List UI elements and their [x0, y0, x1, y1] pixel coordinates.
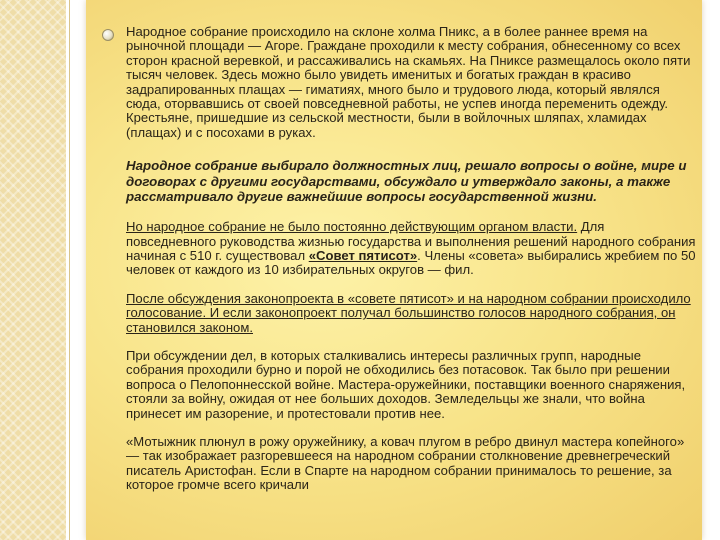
council-members-text: . Члены «совета» выбирались жребием по 50 человек от каждого из 10 избирательных округов — фил.: [126, 247, 696, 278]
decorative-line: [69, 0, 70, 540]
paragraph-council: [126, 220, 696, 278]
text-body: [126, 25, 696, 511]
underlined-statement: Но народное собрание не было постоянно действующим органом власти.: [126, 219, 578, 235]
paragraph-voting: После обсуждения законопроекта в «совете пятисот» и на народном собрании происходило голосование. И если законопроект получал большинство голосов народного собрания, он становился законом.: [126, 290, 691, 335]
paragraph-pnyx: Народное собрание происходило на склоне холма Пникс, а в более раннее время на рыночной площади — Агоре. Граждане проходили к месту собрания, обнесенному со всех сторон красной веревкой, и рассаживались на скамьях. На Пниксе размещалось около пяти тысяч человек. Здесь можно было увидеть именитых и богатых граждан в красиво задрапированных плащах — гиматиях, много было и трудового люда, который являлся сюда, оторвавшись от своей повседневной работы, не успев иногда переменить одежду. Крестьяне, пришедшие из сельской местности, были в войлочных шляпах, хламидах (плащах) и с посохами в руках.: [126, 24, 691, 140]
bullet-icon: [102, 29, 114, 41]
decorative-divider: [66, 0, 68, 540]
council-text: Для повседневного руководства жизнью государства и выполнения решений народного собрания начиная с 510 г. существовал: [126, 219, 696, 263]
council-of-five-hundred: «Совет пятисот»: [308, 247, 418, 263]
decorative-pattern-strip: [0, 0, 66, 540]
paragraph-aristophanes: «Мотыжник плюнул в рожу оружейнику, а ковач плугом в ребро двинул мастера копейного» — так изображает разгоревшееся на народном собрании столкновение древнегреческий писатель Аристофан. Если в Спарте на народном собрании принималось то решение, за которое громче всего кричали: [126, 434, 685, 493]
paragraph-debates: При обсуждении дел, в которых сталкивались интересы различных групп, народные собрания проходили бурно и порой не обходились без потасовок. Так было при решении вопроса о Пелопоннесской войне. Мастера-оружейники, поставщики военного снаряжения, стояли за войну, ожидая от нее больших доходов. Земледельцы же знали, что война принесет им разорение, и протестовали против нее.: [126, 347, 686, 421]
slide-content-panel: [86, 0, 702, 540]
paragraph-assembly-powers: Народное собрание выбирало должностных лиц, решало вопросы о войне, мире и договорах с другими государствами, обсуждало и утверждало законы, а также рассматривало другие важнейшие вопросы государственной жизни.: [126, 158, 687, 204]
